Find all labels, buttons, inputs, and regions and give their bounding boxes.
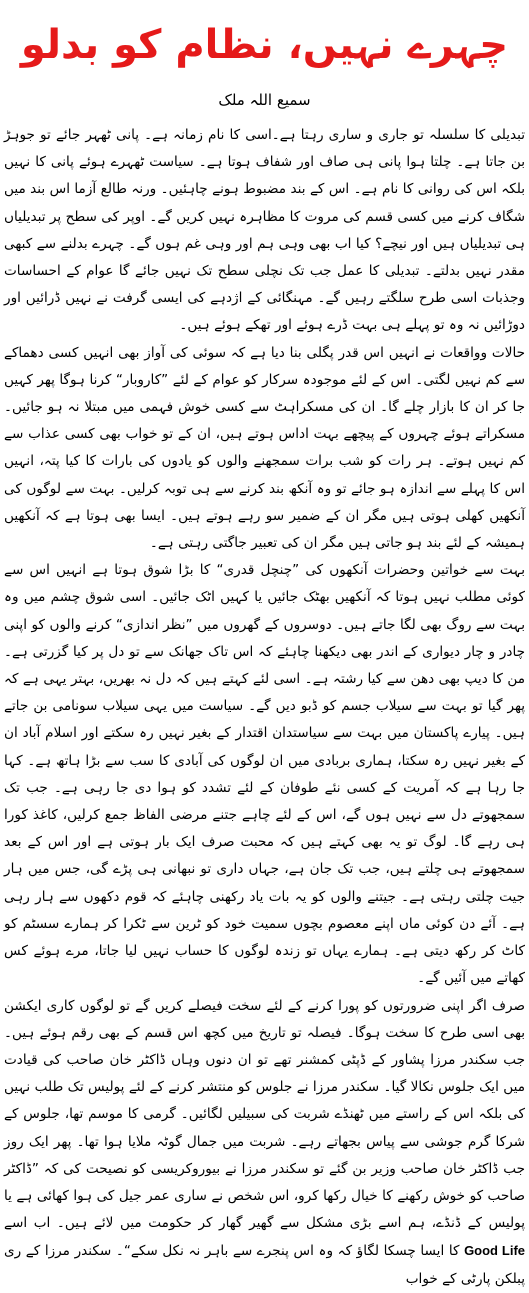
- author-byline: سمیع اللہ ملک: [218, 91, 311, 109]
- inline-latin-phrase: Good Life: [464, 1243, 525, 1259]
- article-headline: چہرے نہیں، نظام کو بدلو: [20, 22, 509, 68]
- paragraph-text-before-latin: صرف اگر اپنی ضرورتوں کو پورا کرنے کے لئے سخت فیصلے کریں گے تو لوگوں کاری ایکشن بھی اسی طرح کا سخت ہوگا۔ فیصلہ تو تاریخ میں کچھ اس قسم کے بھی رقم ہوئے ہیں۔ جب سکندر مرزا پشاور کے ڈپٹی کمشنر تھے تو ان دنوں وہاں ڈاکٹر خان صاحب کی قیادت میں ایک جلوس نکالا گیا۔ سکندر مرزا نے جلوس کو منتشر کرنے کے لئے پولیس تک طلب نہیں کی بلکہ اس کے راستے میں ٹھنڈے شربت کی سبیلیں لگائیں۔ گرمی کا موسم تھا، جلوس کے شرکا گرم جوشی سے پیاس بجھاتے رہے۔ شربت میں جمال گوٹہ ملایا ہوا تھا۔ پھر ایک روز جب ڈاکٹر خان صاحب وزیر بن گئے تو سکندر مرزا نے بیوروکریسی کو نصیحت کی کہ ”ڈاکٹر صاحب کو خوش رکھنے کا خیال رکھا کرو، اس شخص نے ساری عمر جیل کی ہوا کھائی ہے یا پولیس کے ڈنڈے، ہم اسے بڑی مشکل سے گھیر گھار کر حکومت میں لائے ہیں۔ اب اسے: [4, 997, 525, 1232]
- article-body: [4, 122, 525, 1287]
- article-paragraph: تبدیلی کا سلسلہ تو جاری و ساری رہتا ہے۔اسی کا نام زمانہ ہے۔ پانی ٹھہر جائے تو جوہڑ بن جاتا ہے۔ چلتا ہوا پانی ہی صاف اور شفاف ہوتا ہے۔ سیاست ٹھہرے ہوئے پانی کا نہیں بلکہ اس کی روانی کا نام ہے۔ اس کے بند مضبوط ہونے چاہئیں۔ ورنہ طالع آزما اس بند میں شگاف کرنے میں کسی قسم کی مروت کا مظاہرہ نہیں کریں گے۔ اوپر کی سطح پر تبدیلیاں ہی تبدیلیاں ہیں اور نیچے؟ کیا اب بھی وہی ہم اور وہی غم ہوں گے۔ چہرے بدلنے سے کبھی مقدر نہیں بدلتے۔ تبدیلی کا عمل جب تک نچلی سطح تک نہیں جائے گا عوام کے احساسات وجذبات اسی طرح سلگتے رہیں گے۔ مہنگائی کے اژدہے کی ایسی گرفت نے نہیں ڈرائیں اور دوڑائیں نہ وہ تو پہلے ہی بہت ڈرے ہوئے اور تھکے ہوئے ہیں۔: [4, 127, 525, 334]
- article-paragraph: [4, 993, 525, 1293]
- paragraph-text-after-latin: کا ایسا چسکا لگاؤ کہ وہ اس پنجرے سے باہر نہ نکل سکے“۔ سکندر مرزا کے ری پبلکن پارٹی کے خواب: [4, 1243, 525, 1287]
- article-paragraph: حالات وواقعات نے انہیں اس قدر پگلی بنا دیا ہے کہ سوئی کی آواز بھی انہیں کسی دھماکے سے کم نہیں لگتی۔ اس کے لئے موجودہ سرکار کو عوام کے لئے ”کاروبار“ کرنا ہوگا پھر کہیں جا کر ان کا بازار چلے گا۔ ان کی مسکراہٹ سے کسی خوش فہمی میں مبتلا نہ ہو جائیں۔ مسکراتے ہوئے چہروں کے پیچھے بہت اداس ہوتے ہیں، ان کے تو خواب بھی کسی عذاب سے کم نہیں ہوتے۔ ہر رات کو شب برات سمجھنے والوں کو یادوں کی بارات کا کیا پتہ، انہیں اس کا پہلے سے اندازہ ہو جائے تو وہ آنکھ بند کرنے سے ہی توبہ کرلیں۔ بہت سے لوگوں کی آنکھیں کھلی ہوتی ہیں مگر ان کے ضمیر سو رہے ہوتے ہیں۔ ایسا بھی ہوتا ہے کہ آنکھیں ہمیشہ کے لئے بند ہو جاتی ہیں مگر ان کی تعبیر جاگتی رہتی ہے۔: [4, 344, 525, 552]
- article-paragraph: بہت سے خواتین وحضرات آنکھوں کی ”چنچل قدری“ کا بڑا شوق ہوتا ہے انہیں اس سے کوئی مطلب نہیں ہوتا کہ آنکھیں بھٹک جائیں یا کہیں اٹک جائیں۔ اسی شوق چشم میں وہ بہت سے روگ بھی لگا جاتے ہیں۔ دوسروں کے گھروں میں ”نظر اندازی“ کرنے والوں کو اپنی چادر و چار دیواری کے اندر بھی دیکھنا چاہئے کہ اس تاک جھانک سے تو دل پر کیا گزرتی ہے۔ من کا دیپ بھی دھن سے کیا رشتہ ہے۔ اسی لئے کہتے ہیں کہ دل نہ بھریں، بہتر یہی ہے کہ پھر گیا تو بہت سے سیلاب جسم کو ڈبو دیں گے۔ سیاست میں یہی سیلاب سونامی بن جاتے ہیں۔ پیارے پاکستان میں بہت سے سیاستدان اقتدار کے بغیر نہیں رہ سکتے اور اسلام آباد ان کے بغیر نہیں رہ سکتا، ہماری بربادی میں ان لوگوں کی آبادی کا سب سے بڑا ہاتھ ہے۔ کہا جا رہا ہے کہ آمریت کے کسی نئے طوفان کے لئے تشدد کو ہوا دی جا رہی ہے۔ جب تک سمجھوتے دل سے نہیں ہوں گے، اس کے لئے چاہے جتنے مرضی الفاظ جمع کرلیں، کاغذ کورا ہی رہے گا۔ لوگ تو یہ بھی کہتے ہیں کہ محبت صرف ایک بار ہوتی ہے اور اس کے بعد سمجھوتے ہی چلتے ہیں، جب تک جان ہے، جہاں داری تو نبھانی ہی پڑے گی، جس میں ہار جیت چلتی رہتی ہے۔ جیتنے والوں کو یہ بات یاد رکھنی چاہئے کہ قوم دکھوں سے ہار رہی ہے۔ آئے دن کوئی ماں اپنے معصوم بچوں سمیت خود کو ٹرین سے ٹکرا کر ہمارے سسٹم کو کاٹ کر رکھ دیتی ہے۔ ہمارے یہاں تو زندہ لوگوں کا حساب نہیں لیا جاتا، مرے ہوئے کس کھاتے میں آئیں گے۔: [4, 562, 525, 987]
